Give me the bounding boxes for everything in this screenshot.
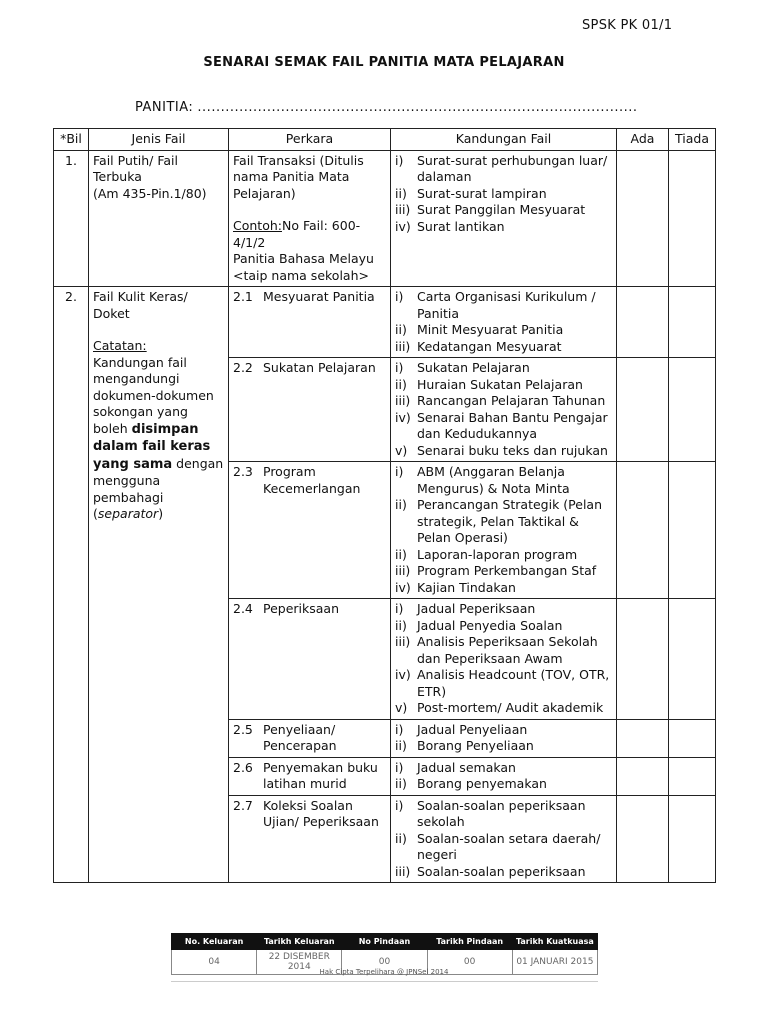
list-item: iii) Program Perkembangan Staf	[395, 563, 597, 578]
list-item: ii) Laporan-laporan program	[395, 546, 578, 562]
jenis-fail-cell	[89, 150, 229, 287]
list-item: i) Sukatan Pelajaran	[395, 360, 530, 375]
list-item: ii) Borang Penyeliaan	[395, 738, 534, 753]
ada-checkbox-cell[interactable]	[617, 757, 669, 795]
kandungan-cell	[391, 358, 617, 462]
tiada-checkbox-cell[interactable]	[669, 795, 716, 883]
row-number: 1.	[54, 150, 89, 287]
control-header-row	[172, 934, 598, 950]
panitia-line	[135, 100, 638, 115]
list-item: v) Post-mortem/ Audit akademik	[395, 700, 604, 715]
ada-checkbox-cell[interactable]	[617, 462, 669, 599]
ada-checkbox-cell[interactable]	[617, 599, 669, 720]
perkara-cell	[229, 150, 391, 287]
list-item: iii) Surat Panggilan Mesyuarat	[395, 202, 586, 217]
control-header: Tarikh Keluaran	[257, 934, 342, 950]
list-item: v) Senarai buku teks dan rujukan	[395, 442, 608, 458]
list-item: i) Soalan-soalan peperiksaan sekolah	[395, 797, 586, 829]
list-item: iii) Analisis Peperiksaan Sekolah dan Peperiksaan Awam	[395, 634, 598, 666]
tiada-checkbox-cell[interactable]	[669, 599, 716, 720]
list-item: ii) Jadual Penyedia Soalan	[395, 617, 563, 633]
kandungan-cell	[391, 150, 617, 287]
header-jenis-fail: Jenis Fail	[89, 129, 229, 151]
control-value: 22 DISEMBER 2014	[257, 950, 342, 975]
perkara-text: Fail Transaksi (Ditulis nama Panitia Mata Pelajaran)	[233, 152, 364, 201]
contoh-line	[233, 218, 386, 251]
tiada-checkbox-cell[interactable]	[669, 462, 716, 599]
kandungan-cell	[391, 287, 617, 358]
perkara-cell: 2.5 Penyeliaan/ Pencerapan	[229, 719, 391, 757]
list-item: i) Surat-surat perhubungan luar/ dalaman	[395, 152, 608, 184]
perkara-cell: 2.7 Koleksi Soalan Ujian/ Peperiksaan	[229, 795, 391, 883]
contoh-line-2: Panitia Bahasa Melayu	[233, 251, 374, 266]
list-item: i) Carta Organisasi Kurikulum / Panitia	[395, 289, 596, 321]
document-code: SPSK PK 01/1	[582, 18, 673, 33]
ada-checkbox-cell[interactable]	[617, 795, 669, 883]
contoh-label: Contoh:	[233, 218, 282, 233]
tiada-checkbox-cell[interactable]	[669, 757, 716, 795]
catatan-text: Kandungan fail mengandungi dokumen-dokumen sokongan yang boleh disimpan dalam fail keras yang sama dengan mengguna pembahagi (separator)	[93, 354, 224, 521]
tiada-checkbox-cell[interactable]	[669, 719, 716, 757]
perkara-cell: 2.1 Mesyuarat Panitia	[229, 287, 391, 358]
list-item: iii) Rancangan Pelajaran Tahunan	[395, 393, 606, 408]
perkara-cell: 2.4 Peperiksaan	[229, 599, 391, 720]
control-header: Tarikh Pindaan	[427, 934, 512, 950]
list-item: iv) Surat lantikan	[395, 218, 505, 234]
kandungan-cell	[391, 795, 617, 883]
table-header-row	[54, 129, 716, 151]
jenis-fail-text: Fail Kulit Keras/ Doket	[93, 289, 188, 321]
jenis-fail-ref: (Am 435-Pin.1/80)	[93, 185, 207, 201]
ada-checkbox-cell[interactable]	[617, 287, 669, 358]
kandungan-cell	[391, 462, 617, 599]
perkara-cell: 2.3 Program Kecemerlangan	[229, 462, 391, 599]
header-bil: *Bil	[54, 129, 89, 151]
document-title: SENARAI SEMAK FAIL PANITIA MATA PELAJARAN	[203, 55, 565, 70]
kandungan-list	[395, 153, 612, 236]
control-header: No. Keluaran	[172, 934, 257, 950]
footer-divider	[171, 981, 598, 982]
list-item: iv) Analisis Headcount (TOV, OTR, ETR)	[395, 667, 610, 699]
tiada-checkbox-cell[interactable]	[669, 358, 716, 462]
list-item: i) Jadual semakan	[395, 759, 516, 775]
list-item: iv) Kajian Tindakan	[395, 579, 516, 595]
list-item: iv) Senarai Bahan Bantu Pengajar dan Kedudukannya	[395, 409, 608, 441]
row-number: 2.	[54, 287, 89, 883]
kandungan-cell	[391, 719, 617, 757]
list-item: iii) Soalan-soalan peperiksaan	[395, 863, 586, 879]
kandungan-cell	[391, 599, 617, 720]
control-value: 01 JANUARI 2015	[512, 950, 597, 975]
catatan-label: Catatan:	[93, 338, 147, 353]
tiada-checkbox-cell[interactable]	[669, 150, 716, 287]
list-item: ii) Minit Mesyuarat Panitia	[395, 322, 564, 337]
perkara-cell: 2.6 Penyemakan buku latihan murid	[229, 757, 391, 795]
list-item: i) Jadual Penyeliaan	[395, 721, 528, 737]
panitia-blank: ...............................................................................................	[197, 100, 638, 115]
control-value: 00	[342, 950, 427, 975]
list-item: i) ABM (Anggaran Belanja Mengurus) & Nota Minta	[395, 464, 570, 496]
ada-checkbox-cell[interactable]	[617, 150, 669, 287]
control-value: 04	[172, 950, 257, 975]
list-item: iii) Kedatangan Mesyuarat	[395, 338, 562, 354]
control-header: No Pindaan	[342, 934, 427, 950]
tiada-checkbox-cell[interactable]	[669, 287, 716, 358]
ada-checkbox-cell[interactable]	[617, 719, 669, 757]
list-item: ii) Soalan-soalan setara daerah/ negeri	[395, 830, 601, 862]
list-item: i) Jadual Peperiksaan	[395, 601, 536, 616]
header-tiada: Tiada	[669, 129, 716, 151]
header-perkara: Perkara	[229, 129, 391, 151]
list-item: ii) Surat-surat lampiran	[395, 185, 547, 201]
control-header: Tarikh Kuatkuasa	[512, 934, 597, 950]
contoh-line-3: <taip nama sekolah>	[233, 267, 369, 283]
header-ada: Ada	[617, 129, 669, 151]
perkara-cell: 2.2 Sukatan Pelajaran	[229, 358, 391, 462]
table-row	[54, 287, 716, 358]
list-item: ii) Borang penyemakan	[395, 776, 547, 791]
panitia-label: PANITIA:	[135, 100, 194, 115]
contoh-text: No Fail: 600-4/1/2	[233, 218, 361, 250]
kandungan-cell	[391, 757, 617, 795]
checklist-table	[53, 128, 716, 883]
list-item: ii) Perancangan Strategik (Pelan strategik, Pelan Taktikal & Pelan Operasi)	[395, 497, 603, 545]
table-row	[54, 150, 716, 287]
header-kandungan-fail: Kandungan Fail	[391, 129, 617, 151]
jenis-fail-text: Fail Putih/ Fail Terbuka	[93, 152, 178, 184]
control-value: 00	[427, 950, 512, 975]
list-item: ii) Huraian Sukatan Pelajaran	[395, 376, 583, 392]
copyright-text: Hak Cipta Terpelihara @ JPNSel 2014	[319, 968, 449, 976]
ada-checkbox-cell[interactable]	[617, 358, 669, 462]
jenis-fail-cell	[89, 287, 229, 883]
